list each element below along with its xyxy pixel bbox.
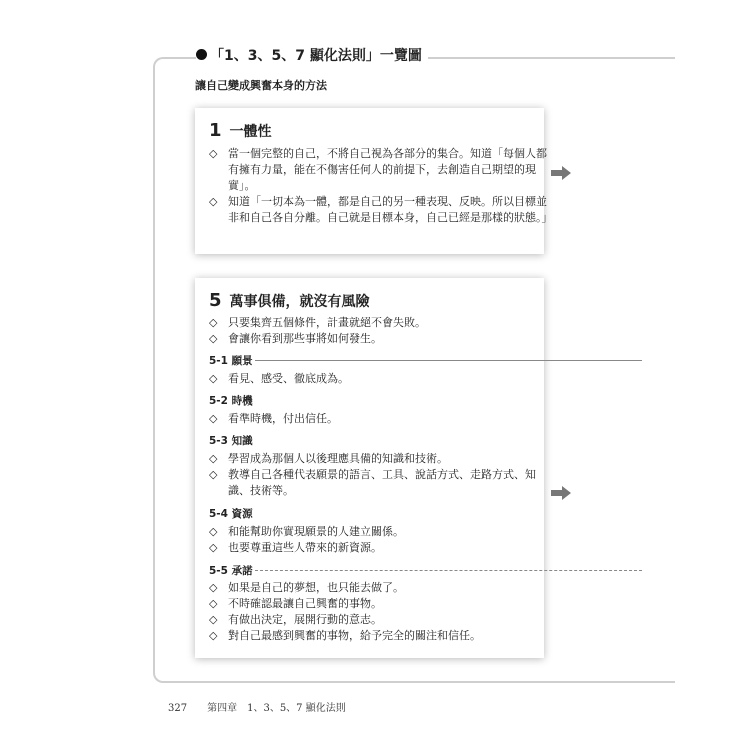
diamond-icon: ◇ — [209, 316, 218, 329]
card-title-text: 一體性 — [229, 124, 272, 140]
arrow-right-icon — [551, 166, 571, 180]
list-item — [209, 540, 550, 556]
diamond-icon: ◇ — [209, 195, 218, 208]
list-item — [209, 612, 550, 628]
diamond-icon: ◇ — [209, 629, 218, 642]
diamond-icon: ◇ — [209, 372, 218, 385]
page-footer — [168, 699, 346, 714]
list-item — [209, 315, 550, 331]
bullet-dot-icon — [196, 49, 207, 60]
item-text: 有做出決定，展開行動的意志。 — [228, 613, 382, 626]
diamond-icon: ◇ — [209, 541, 218, 554]
item-text: 看準時機，付出信任。 — [228, 412, 338, 425]
diamond-icon: ◇ — [209, 525, 218, 538]
diamond-icon: ◇ — [209, 597, 218, 610]
list-item — [209, 596, 550, 612]
arrow-right-icon — [551, 486, 571, 500]
list-item — [209, 580, 550, 596]
item-text: 學習成為那個人以後理應具備的知識和技術。 — [228, 452, 448, 465]
list-item — [209, 451, 550, 467]
diamond-icon: ◇ — [209, 581, 218, 594]
list-item — [209, 194, 553, 226]
diamond-icon: ◇ — [209, 468, 218, 481]
diamond-icon: ◇ — [209, 332, 218, 345]
card-title — [209, 290, 370, 311]
diamond-icon: ◇ — [209, 452, 218, 465]
list-item — [209, 411, 550, 427]
page-number: 327 — [168, 703, 188, 714]
section-heading: 5-3 知識 — [209, 435, 253, 447]
diamond-icon: ◇ — [209, 613, 218, 626]
list-item — [209, 524, 550, 540]
list-item — [209, 467, 550, 499]
diamond-icon: ◇ — [209, 412, 218, 425]
subtitle: 讓自己變成興奮本身的方法 — [195, 79, 327, 92]
item-text: 如果是自己的夢想，也只能去做了。 — [228, 581, 404, 594]
card-all-ready — [195, 278, 544, 658]
list-item — [209, 628, 550, 644]
card-title — [209, 120, 272, 141]
section-divider-line — [255, 360, 642, 361]
item-text: 會讓你看到那些事將如何發生。 — [228, 332, 382, 345]
page-title-text: 「1、3、5、7 顯化法則」一覽圖 — [210, 48, 422, 64]
list-item — [209, 371, 550, 387]
item-text: 看見、感受、徹底成為。 — [228, 372, 349, 385]
list-item — [209, 146, 550, 194]
section-heading: 5-2 時機 — [209, 395, 253, 407]
card-title-text: 萬事俱備，就沒有風險 — [229, 294, 370, 310]
card-number: 1 — [209, 120, 222, 141]
item-text: 當一個完整的自己，不將自己視為各部分的集合。知道「每個人都有擁有力量，能在不傷害任何人的前提下，去創造自己期望的現實」。 — [228, 147, 547, 192]
item-text: 對自己最感到興奮的事物，給予完全的關注和信任。 — [228, 629, 481, 642]
section-divider-dashed-line — [255, 570, 642, 571]
card-number: 5 — [209, 290, 222, 311]
list-item — [209, 331, 550, 347]
item-text: 教導自己各種代表願景的語言、工具、說話方式、走路方式、知識、技術等。 — [228, 468, 536, 497]
item-text: 和能幫助你實現願景的人建立關係。 — [228, 525, 404, 538]
page-title — [196, 45, 428, 65]
item-text: 也要尊重這些人帶來的新資源。 — [228, 541, 382, 554]
diamond-icon: ◇ — [209, 147, 218, 160]
card-oneness — [195, 108, 553, 254]
item-text: 只要集齊五個條件，計畫就絕不會失敗。 — [228, 316, 426, 329]
section-heading: 5-1 願景 — [209, 355, 253, 367]
section-heading: 5-4 資源 — [209, 508, 253, 520]
chapter-title: 第四章 1、3、5、7 顯化法則 — [207, 703, 346, 714]
item-text: 知道「一切本為一體，都是自己的另一種表現、反映。所以目標並非和自己各自分離。自己就是目標本身，自己已經是那樣的狀態。」 — [228, 195, 553, 224]
item-text: 不時確認最讓自己興奮的事物。 — [228, 597, 382, 610]
section-heading: 5-5 承諾 — [209, 565, 253, 577]
